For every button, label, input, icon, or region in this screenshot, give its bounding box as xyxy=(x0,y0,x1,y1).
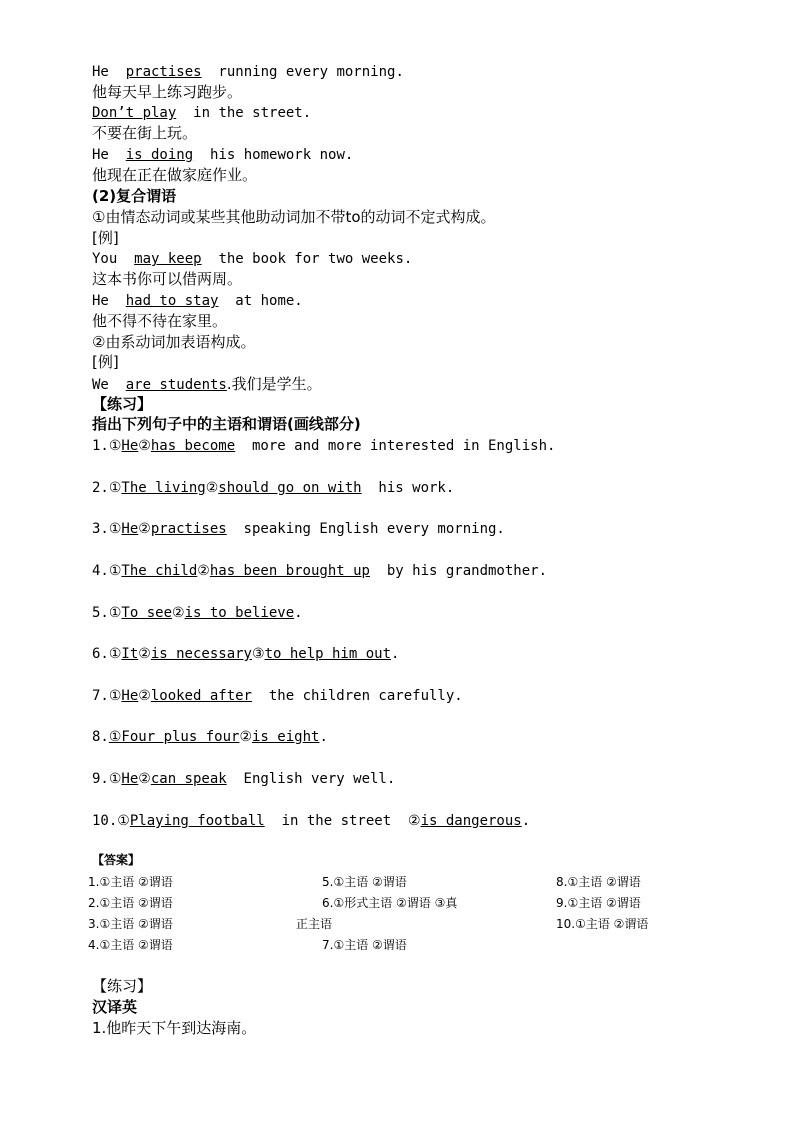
example-sentence: Don’t play in the street. xyxy=(92,105,312,121)
exercise-instruction: 指出下列句子中的主语和谓语(画线部分) xyxy=(92,415,361,433)
exercise-heading: 【练习】 xyxy=(92,395,153,413)
exercise-item: 4.①The child②has been brought up by his grandmother. xyxy=(92,563,548,579)
rule-text: ②由系动词加表语构成。 xyxy=(92,333,256,351)
answer-item: 5.①主语 ②谓语 xyxy=(322,875,407,889)
exercise-item: 6.①It②is necessary③to help him out. xyxy=(92,646,400,662)
exercise-item: 3.①He②practises speaking English every morning. xyxy=(92,521,505,537)
exercise-item: 1.他昨天下午到达海南。 xyxy=(92,1019,257,1037)
answer-item: 2.①主语 ②谓语 xyxy=(88,896,173,910)
exercise-item: 10.①Playing football in the street ②is dangerous. xyxy=(92,813,531,829)
example-sentence: We are students.我们是学生。 xyxy=(92,375,322,393)
answer-item: 4.①主语 ②谓语 xyxy=(88,938,173,952)
answers-heading: 【答案】 xyxy=(92,853,141,867)
exercise-item: 9.①He②can speak English very well. xyxy=(92,771,396,787)
exercise-item: 2.①The living②should go on with his work. xyxy=(92,480,455,496)
example-translation: 不要在街上玩。 xyxy=(92,124,198,142)
rule-text: ①由情态动词或某些其他助动词加不带to的动词不定式构成。 xyxy=(92,208,496,226)
exercise-item: 1.①He②has become more and more interested in English. xyxy=(92,438,556,454)
answer-item: 8.①主语 ②谓语 xyxy=(556,875,641,889)
answer-item: 10.①主语 ②谓语 xyxy=(556,917,649,931)
exercise-item: 8.①Four plus four②is eight. xyxy=(92,729,328,745)
example-translation: 他现在正在做家庭作业。 xyxy=(92,166,258,184)
example-sentence: He had to stay at home. xyxy=(92,293,303,309)
example-label: [例] xyxy=(92,353,119,371)
example-sentence: He practises running every morning. xyxy=(92,64,404,80)
answer-item: 3.①主语 ②谓语 xyxy=(88,917,173,931)
answer-item: 7.①主语 ②谓语 xyxy=(322,938,407,952)
example-sentence: You may keep the book for two weeks. xyxy=(92,251,413,267)
example-translation: 他不得不待在家里。 xyxy=(92,312,228,330)
exercise-heading: 【练习】 xyxy=(92,977,153,995)
answer-item: 1.①主语 ②谓语 xyxy=(88,875,173,889)
example-translation: 这本书你可以借两周。 xyxy=(92,270,243,288)
exercise-item: 7.①He②looked after the children carefully. xyxy=(92,688,463,704)
example-sentence: He is doing his homework now. xyxy=(92,147,354,163)
example-translation: 他每天早上练习跑步。 xyxy=(92,83,243,101)
exercise-title: 汉译英 xyxy=(92,998,138,1016)
answer-item-continued: 正主语 xyxy=(296,917,333,931)
answer-item: 6.①形式主语 ②谓语 ③真 xyxy=(322,896,458,910)
example-label: [例] xyxy=(92,229,119,247)
section-title: (2)复合谓语 xyxy=(92,187,177,205)
exercise-item: 5.①To see②is to believe. xyxy=(92,605,303,621)
answer-item: 9.①主语 ②谓语 xyxy=(556,896,641,910)
